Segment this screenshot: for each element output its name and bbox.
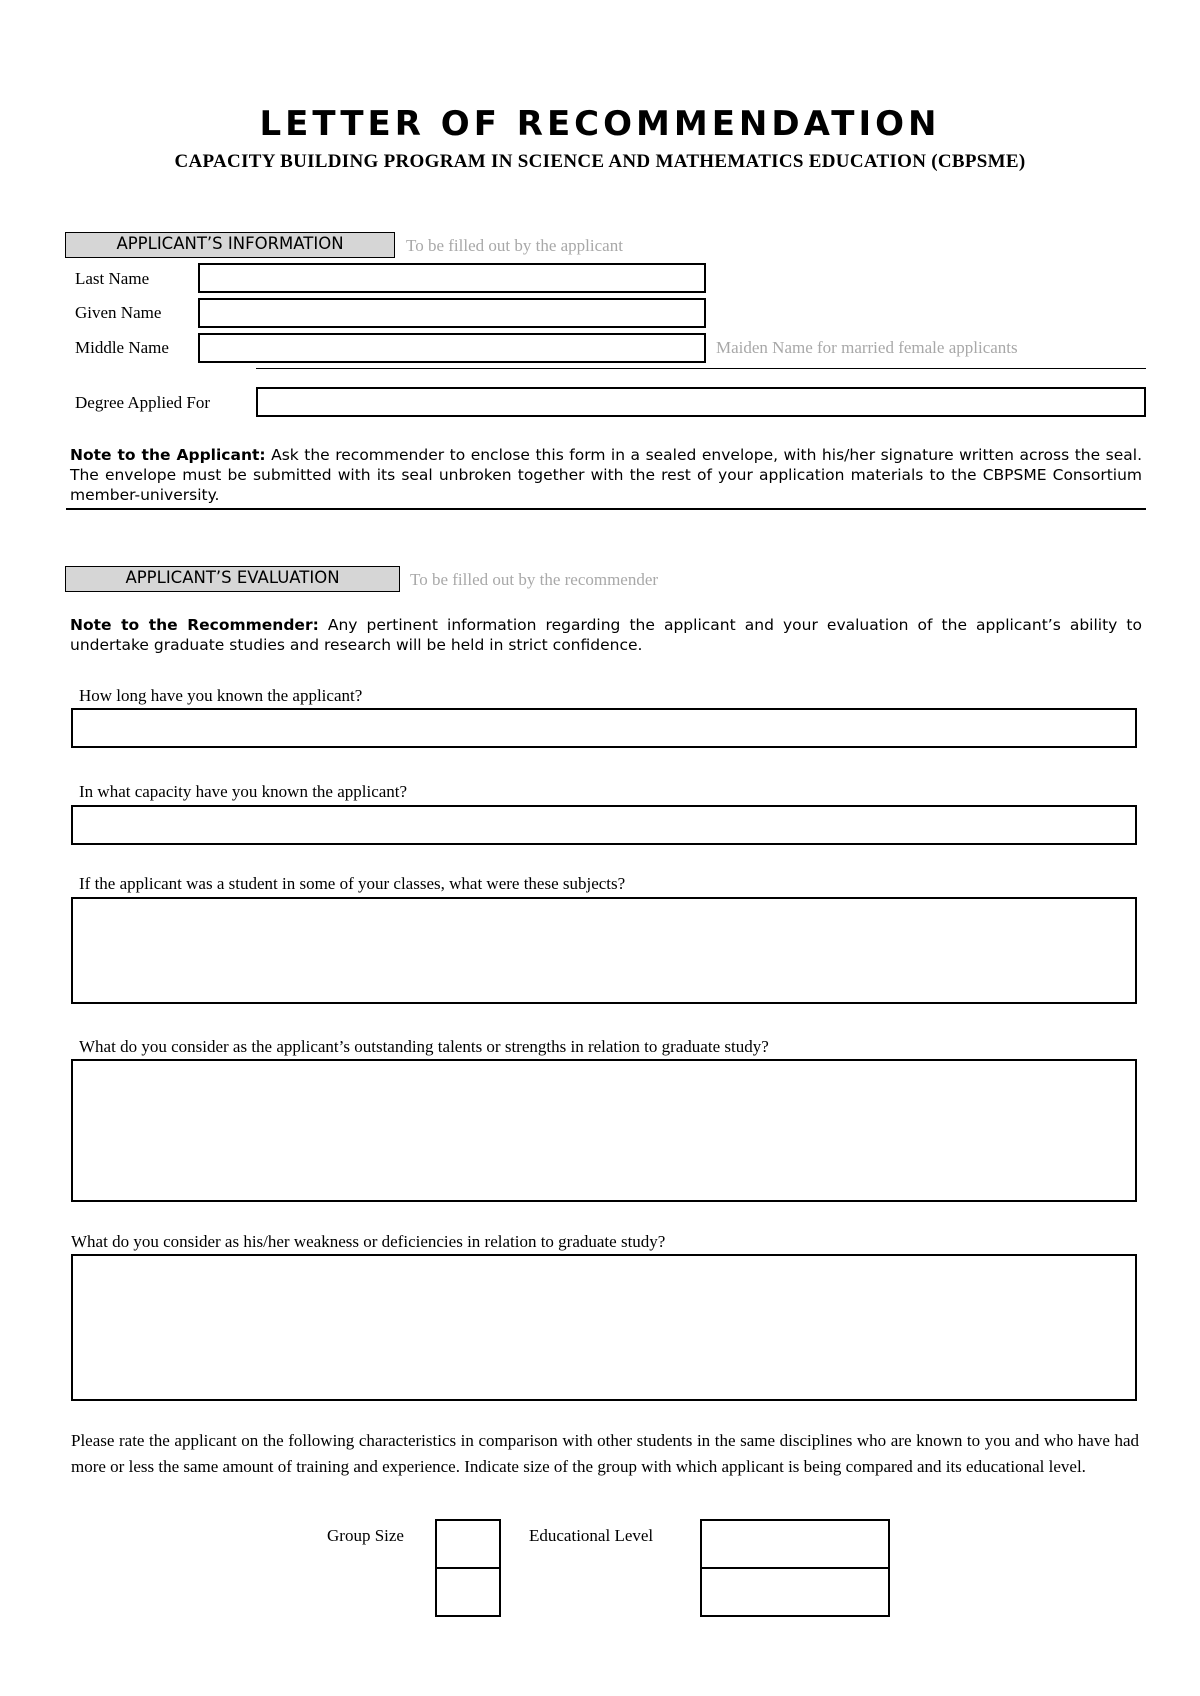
- middle-name-hint: Maiden Name for married female applicants: [716, 338, 1018, 357]
- degree-separator-rule: [256, 368, 1146, 369]
- question-known-capacity: In what capacity have you known the applicant?: [79, 782, 408, 801]
- document-subtitle: CAPACITY BUILDING PROGRAM IN SCIENCE AND MATHEMATICS EDUCATION (CBPSME): [174, 151, 1026, 172]
- applicant-note: [70, 445, 1142, 505]
- given-name-field[interactable]: [198, 298, 706, 328]
- strengths-field[interactable]: [71, 1059, 1137, 1202]
- question-subjects: If the applicant was a student in some of your classes, what were these subjects?: [79, 874, 626, 893]
- educational-level-field-lower[interactable]: [700, 1567, 890, 1617]
- question-weaknesses: What do you consider as his/her weakness or deficiencies in relation to graduate study?: [71, 1232, 666, 1251]
- document-title: LETTER OF RECOMMENDATION: [259, 104, 941, 144]
- known-duration-field[interactable]: [71, 708, 1137, 748]
- last-name-field[interactable]: [198, 263, 706, 293]
- applicant-note-text: Ask the recommender to enclose this form in a sealed envelope, with his/her signature written across the seal. The envelope must be submitted with its seal unbroken together with the rest of your application materials to the CBPSME Consortium member-university.: [70, 446, 1142, 504]
- last-name-label: Last Name: [75, 269, 150, 288]
- rating-instructions: Please rate the applicant on the following characteristics in comparison with other students in the same disciplines who are known to you and who have had more or less the same amount of training and experience. Indicate size of the group with which applicant is being compared and its educational level.: [71, 1431, 1139, 1476]
- group-size-label: Group Size: [327, 1526, 404, 1545]
- applicant-note-lead: Note to the Applicant:: [70, 446, 266, 464]
- group-size-field-upper[interactable]: [435, 1519, 501, 1569]
- middle-name-label: Middle Name: [75, 338, 169, 357]
- recommender-note-text: Any pertinent information regarding the applicant and your evaluation of the applicant’s ability to undertake graduate studies and research will be held in strict confidence.: [70, 616, 1142, 654]
- subjects-field[interactable]: [71, 897, 1137, 1004]
- given-name-label: Given Name: [75, 303, 162, 322]
- recommender-note-lead: Note to the Recommender:: [70, 616, 319, 634]
- applicant-note-rule: [66, 508, 1146, 510]
- question-known-duration: How long have you known the applicant?: [79, 686, 363, 705]
- degree-label: Degree Applied For: [75, 393, 211, 412]
- educational-level-field-upper[interactable]: [700, 1519, 890, 1569]
- known-capacity-field[interactable]: [71, 805, 1137, 845]
- degree-field[interactable]: [256, 387, 1146, 417]
- applicant-info-hint: To be filled out by the applicant: [406, 236, 623, 255]
- middle-name-field[interactable]: [198, 333, 706, 363]
- weaknesses-field[interactable]: [71, 1254, 1137, 1401]
- evaluation-heading: APPLICANT’S EVALUATION: [65, 566, 400, 592]
- group-size-field-lower[interactable]: [435, 1567, 501, 1617]
- applicant-info-heading: APPLICANT’S INFORMATION: [65, 232, 395, 258]
- question-strengths: What do you consider as the applicant’s outstanding talents or strengths in relation to graduate study?: [79, 1037, 769, 1056]
- evaluation-hint: To be filled out by the recommender: [410, 570, 659, 589]
- educational-level-label: Educational Level: [529, 1526, 654, 1545]
- recommender-note: [70, 615, 1142, 655]
